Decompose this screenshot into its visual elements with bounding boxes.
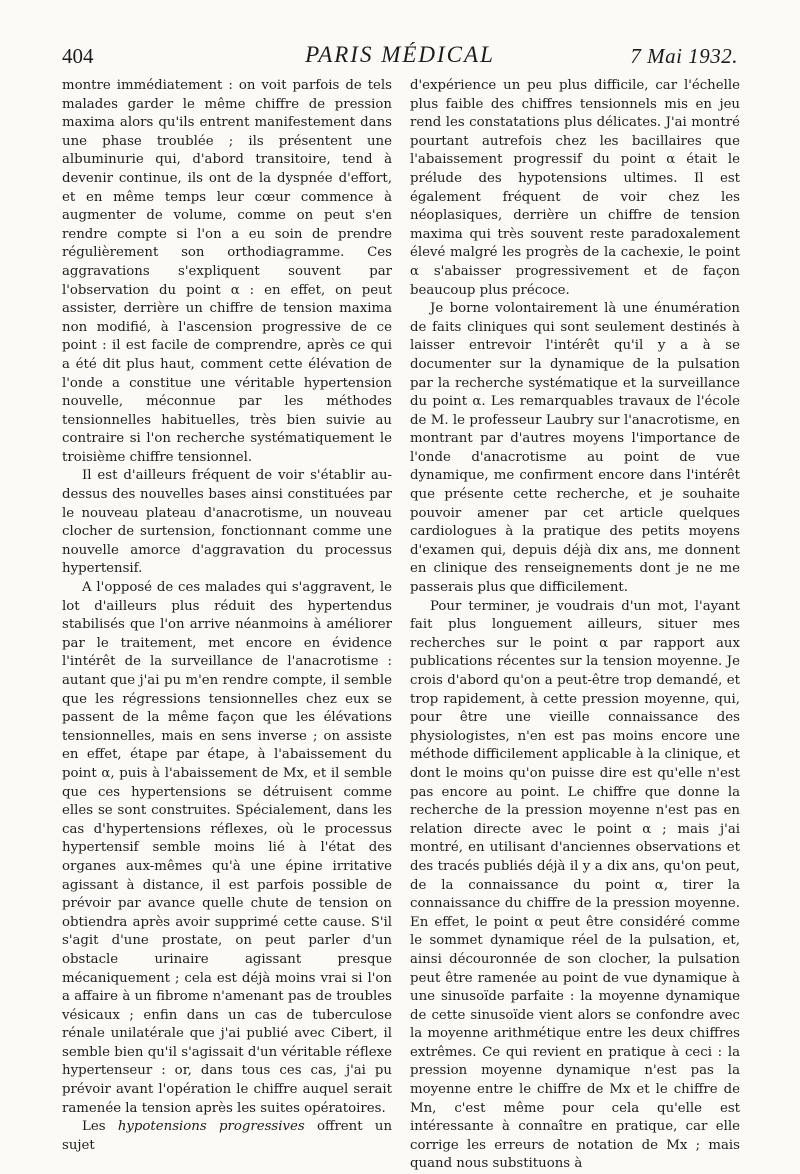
right-column (410, 77, 740, 1172)
paragraph-rest: offrent un sujet (62, 1119, 393, 1153)
journal-title: PARIS MÉDICAL (305, 42, 495, 67)
running-header (62, 40, 738, 72)
paragraph: montre immédiatement : on voit parfois de tels malades garder le même chiffre de pression maxima alors qu'ils entrent manifestement dans une phase troublée ; ils présentent une albuminurie qui, d'abord transitoire, tend à devenir continue, ils ont de la dyspnée d'effort, et en même temps leur cœur commence à augmenter de volume, comme on peut s'en rendre compte si l'on a eu soin de prendre régulièrement son orthodiagramme. Ces aggravations s'expliquent souvent par l'observation du point α : en effet, on peut assister, derrière un chiffre de tension maxima non modifié, à l'ascension progressive de ce point : il est facile de comprendre, après ce qui a été dit plus haut, comment cette élévation de l'onde a constitue une véritable hypertension nouvelle, méconnue par les méthodes tensionnelles habituelles, très bien suivie au contraire si l'on recherche systématiquement le troisième chiffre tensionnel. (62, 78, 392, 465)
paragraph: d'expérience un peu plus difficile, car l'échelle plus faible des chiffres tensionnels mis en jeu rend les constatations plus délicates. J'ai montré pourtant autrefois chez les bacillaires que l'abaissement progressif du point α était le prélude des hypotensions ultimes. Il est également fréquent de voir chez les néoplasiques, derrière un chiffre de tension maxima qui très souvent reste paradoxalement élevé malgré les progrès de la cachexie, le point α s'abaisser progressivement et de façon beaucoup plus précoce. (410, 78, 740, 298)
paragraph: Je borne volontairement là une énumération de faits cliniques qui sont seulement destinés à laisser entrevoir l'intérêt qu'il y a à se documenter sur la dynamique de la pulsation par la recherche systématique et la surveillance du point α. Les remarquables travaux de l'école de M. le professeur Laubry sur l'anacrotisme, en montrant par d'autres moyens l'importance de l'onde d'anacrotisme au point de vue dynamique, me confirment encore dans l'intérêt que présente cette recherche, et je souhaite pouvoir amener par cet article quelques cardiologues à la pratique des petits moyens d'examen qui, depuis déjà dix ans, me donnent en clinique des renseignements dont je ne me passerais plus que difficilement. (410, 301, 740, 596)
issue-date: 7 Mai 1932. (630, 44, 738, 68)
paragraph: A l'opposé de ces malades qui s'aggravent, le lot d'ailleurs plus réduit des hypertendus stabilisés que l'on arrive néanmoins à améliorer par le traitement, met encore en évidence l'intérêt de la surveillance de l'anacrotisme : autant que j'ai pu m'en rendre compte, il semble que les régressions tensionnelles chez eux se passent de la même façon que les élévations tensionnelles, mais en sens inverse ; on assiste en effet, étape par étape, à l'abaissement du point α, puis à l'abaissement de Mx, et il semble que ces hypertensions se détruisent comme elles se sont construites. Spécialement, dans les cas d'hypertensions réflexes, où le processus hypertensif semble moins lié à l'état des organes aux-mêmes qu'à une épine irritative agissant à distance, il est parfois possible de prévoir par avance quelle chute de tension on obtiendra après avoir supprimé cette cause. S'il s'agit d'une prostate, on peut parler d'un obstacle urinaire agissant presque mécaniquement ; cela est déjà moins vrai si l'on a affaire à un fibrome n'amenant pas de troubles vésicaux ; enfin dans un cas de tuberculose rénale unilatérale que j'ai publié avec Cibert, il semble bien qu'il s'agissait d'un véritable réflexe hypertenseur : or, dans tous ces cas, j'ai pu prévoir avant l'opération le chiffre auquel serait ramenée la tension après les suites opératoires. (62, 580, 392, 1116)
paragraph (62, 1118, 392, 1155)
italic-term: hypotensions progressives (117, 1119, 305, 1135)
left-column (62, 77, 393, 1153)
page-number: 404 (62, 44, 94, 68)
paragraph: Il est d'ailleurs fréquent de voir s'établir au-dessus des nouvelles bases ainsi constituées par le nouveau plateau d'anacrotisme, un nouveau clocher de surtension, fonctionnant comme une nouvelle amorce d'aggravation du processus hypertensif. (62, 468, 392, 577)
paragraph-lead: Les (82, 1119, 118, 1135)
paragraph: Pour terminer, je voudrais d'un mot, l'ayant fait plus longuement ailleurs, situer mes recherches sur le point α par rapport aux publications récentes sur la tension moyenne. Je crois d'abord qu'on a peut-être trop demandé, et trop rapidement, à cette pression moyenne, qui, pour être une vieille connaissance des physiologistes, n'en est pas moins encore une méthode difficilement applicable à la clinique, et dont le moins qu'on puisse dire est qu'elle n'est pas encore au point. Le chiffre que donne la recherche de la pression moyenne n'est pas en relation directe avec le point α ; mais j'ai montré, en utilisant d'anciennes observations et des tracés publiés déjà il y a dix ans, qu'on peut, de la connaissance du point α, tirer la connaissance du chiffre de la pression moyenne. En effet, le point α peut être considéré comme le sommet dynamique réel de la pulsation, et, ainsi découronnée de son clocher, la pulsation peut être ramenée au point de vue dynamique à une sinusoïde parfaite : la moyenne dynamique de cette sinusoïde vient alors se confondre avec la moyenne arithmétique entre les deux chiffres extrêmes. Ce qui revient en pratique à ceci : la pression moyenne dynamique n'est pas la moyenne entre le chiffre de Mx et le chiffre de Mn, c'est même pour cela qu'elle est intéressante à connaître en pratique, car elle corrige les erreurs de notation de Mx ; mais quand nous substituons à (410, 598, 740, 1172)
